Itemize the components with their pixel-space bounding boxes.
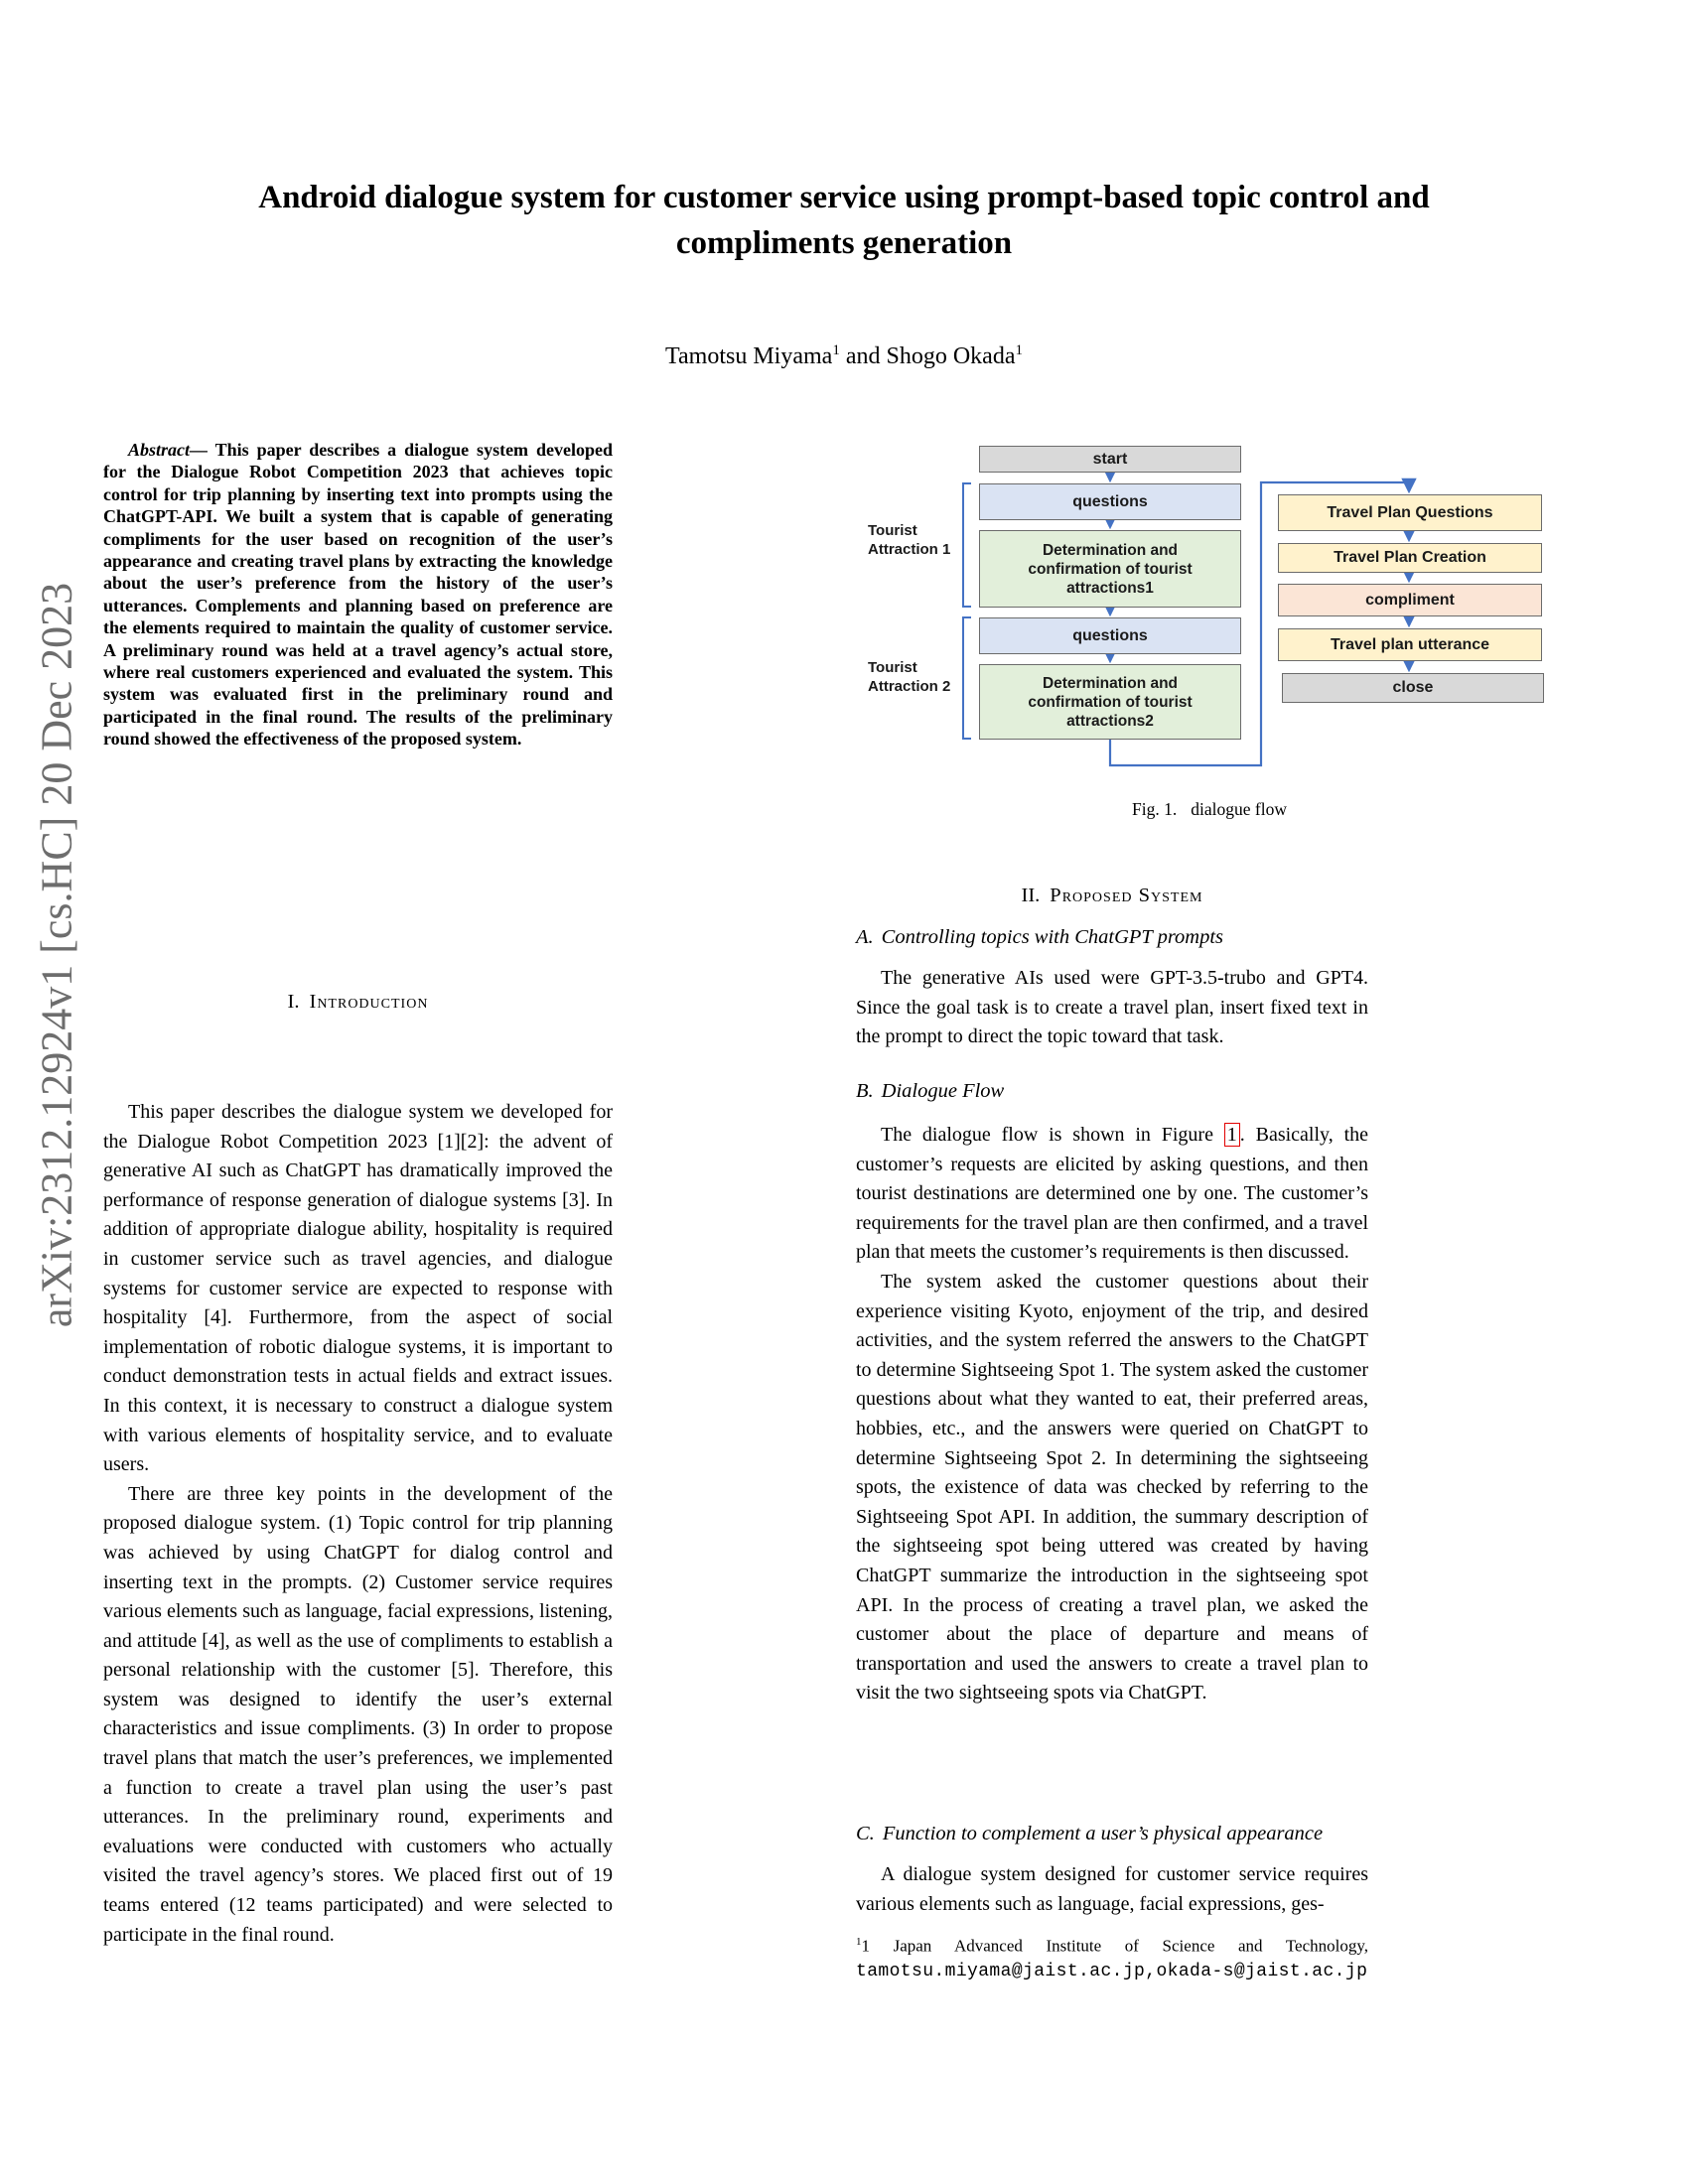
figure-1-caption bbox=[862, 799, 1557, 820]
figure-caption-label: Fig. 1. bbox=[1132, 799, 1178, 819]
author-emails: tamotsu.miyama@jaist.ac.jp,okada-s@jaist.ac.jp bbox=[856, 1961, 1368, 1981]
subsection-a-body bbox=[856, 964, 1368, 1052]
subsection-b-paragraph-1: The dialogue flow is shown in Figure 1 . Basically, the customer’s requests are elicited by asking questions, and then tourist destinations are determined one by one. The customer’s requirements for the travel plan are then confirmed, and a travel plan that meets the customer’s requirements is then discussed. bbox=[856, 1124, 1368, 1264]
authors-line bbox=[0, 342, 1688, 370]
flow-box-travel-plan-utterance: Travel plan utterance bbox=[1278, 628, 1542, 661]
introduction-paragraph-2: There are three key points in the development of the proposed dialogue system. (1) Topic control for trip planning was achieved by using ChatGPT for dialog control and inserting text in the prompts. (2) Customer service requires various elements such as language, facial expressions, listening, and attitude [4], as well as the use of compliments to establish a personal relationship with the customer [5]. Therefore, this system was designed to identify the user’s external characteristics and issue compliments. (3) In order to propose travel plans that match the user’s preferences, we implemented a function to create a travel plan using the user’s past utterances. In the preliminary round, experiments and evaluations were conducted with customers who actually visited the travel agency’s stores. We placed first out of 19 teams entered (12 teams participated) and were selected to participate in the final round. bbox=[103, 1482, 613, 1946]
flow-box-questions-1: questions bbox=[979, 483, 1241, 520]
arxiv-watermark: arXiv:2312.12924v1 [cs.HC] 20 Dec 2023 bbox=[32, 582, 81, 1328]
abstract-label: Abstract— bbox=[128, 440, 209, 460]
subsection-heading-a: A. Controlling topics with ChatGPT prompts bbox=[856, 926, 1224, 948]
figure-caption-text: dialogue flow bbox=[1191, 799, 1287, 819]
flow-box-travel-plan-questions: Travel Plan Questions bbox=[1278, 494, 1542, 531]
section-number: I. bbox=[287, 991, 300, 1013]
flow-box-compliment: compliment bbox=[1278, 584, 1542, 616]
author-1-affiliation-mark: 1 bbox=[832, 342, 840, 358]
subsection-heading-b: B. Dialogue Flow bbox=[856, 1080, 1005, 1102]
author-2: Shogo Okada bbox=[886, 343, 1016, 369]
section-title: Introduction bbox=[309, 991, 429, 1013]
flow-box-close: close bbox=[1282, 673, 1544, 703]
introduction-body bbox=[103, 1098, 613, 1950]
introduction-paragraph-1: This paper describes the dialogue system we developed for the Dialogue Robot Competition 2023 [1][2]: the advent of generative AI such as ChatGPT has dramatically improved the performance of response generation of dialogue systems [3]. In addition of appropriate dialogue ability, hospitality is required in customer service such as travel agencies, and dialogue systems for customer service are expected to response with hospitality [4]. Furthermore, from the aspect of social implementation of robotic dialogue systems, it is important to conduct demonstration tests in actual fields and extract issues. In this context, it is necessary to construct a dialogue system with various elements of hospitality service, and to evaluate users. bbox=[103, 1101, 613, 1476]
flow-box-determination-1: Determination and confirmation of tourist attractions1 bbox=[979, 530, 1241, 608]
section-title: Proposed System bbox=[1050, 885, 1203, 906]
subsection-b-paragraph-2: The system asked the customer questions about their experience visiting Kyoto, enjoyment of the trip, and desired activities, and the system referred the answers to the ChatGPT to determine Sightseeing Spot 1. The system asked the customer questions about what they wanted to eat, their preferred areas, hobbies, etc., and the answers were queried on ChatGPT to determine Sightseeing Spot 2. In determining the sightseeing spots, the existence of data was checked by referring to the Sightseeing Spot API. In addition, the summary description of the sightseeing spot being uttered was created by having ChatGPT summarize the introduction in the sightseeing spot API. In the process of creating a travel plan, we asked the customer about the place of departure and means of transportation and used the answers to create a travel plan to visit the two sightseeing spots via ChatGPT. bbox=[856, 1270, 1368, 1705]
author-2-affiliation-mark: 1 bbox=[1015, 342, 1023, 358]
subsection-c-body bbox=[856, 1860, 1368, 1919]
abstract-text: This paper describes a dialogue system developed for the Dialogue Robot Competition 2023 that achieves topic control for trip planning by inserting text into prompts using the ChatGPT-API. We built a system that is capable of generating compliments for the user based on recognition of the user’s appearance and creating travel plans by extracting the knowledge about the user’s preference from the history of the user’s utterances. Complements and planning based on preference are the elements required to maintain the quality of customer service. A preliminary round was held at a travel agency’s actual store, where real customers experienced and evaluated the system. This system was evaluated first in the preliminary round and participated in the final round. The results of the preliminary round showed the effectiveness of the proposed system. bbox=[103, 440, 613, 750]
section-number: II. bbox=[1021, 885, 1041, 906]
affiliation-text: $^1$1 Japan Advanced Institute of Science and Technology, bbox=[856, 1936, 1368, 1956]
flow-box-travel-plan-creation: Travel Plan Creation bbox=[1278, 543, 1542, 573]
flow-box-start: start bbox=[979, 446, 1241, 473]
section-heading-proposed-system bbox=[856, 885, 1368, 907]
subsection-heading-c: C. Function to complement a user’s physical appearance bbox=[856, 1823, 1324, 1844]
group-label-tourist-attraction-2: Tourist Attraction 2 bbox=[868, 659, 951, 695]
affiliation-footnote bbox=[856, 1929, 1368, 1981]
group-label-tourist-attraction-1: Tourist Attraction 1 bbox=[868, 522, 951, 558]
subsection-b-body bbox=[856, 1121, 1368, 1708]
footnote-marker: 1 bbox=[856, 1936, 862, 1948]
flow-box-determination-2: Determination and confirmation of tourist attractions2 bbox=[979, 664, 1241, 740]
subsection-c-paragraph: A dialogue system designed for customer service requires various elements such as language, facial expressions, ges- bbox=[856, 1863, 1368, 1915]
subsection-a-paragraph: The generative AIs used were GPT-3.5-trubo and GPT4. Since the goal task is to create a travel plan, insert fixed text in the prompt to direct the topic toward that task. bbox=[856, 967, 1368, 1048]
figure-1-reference-link[interactable]: 1 bbox=[1224, 1123, 1240, 1147]
flow-box-questions-2: questions bbox=[979, 617, 1241, 654]
abstract bbox=[103, 439, 613, 751]
authors-separator: and bbox=[845, 343, 881, 369]
paper-title: Android dialogue system for customer service using prompt-based topic control and compliments generation bbox=[258, 180, 1430, 261]
author-1: Tamotsu Miyama bbox=[665, 343, 833, 369]
section-heading-introduction bbox=[103, 991, 613, 1014]
figure-1-dialogue-flow bbox=[862, 434, 1557, 831]
